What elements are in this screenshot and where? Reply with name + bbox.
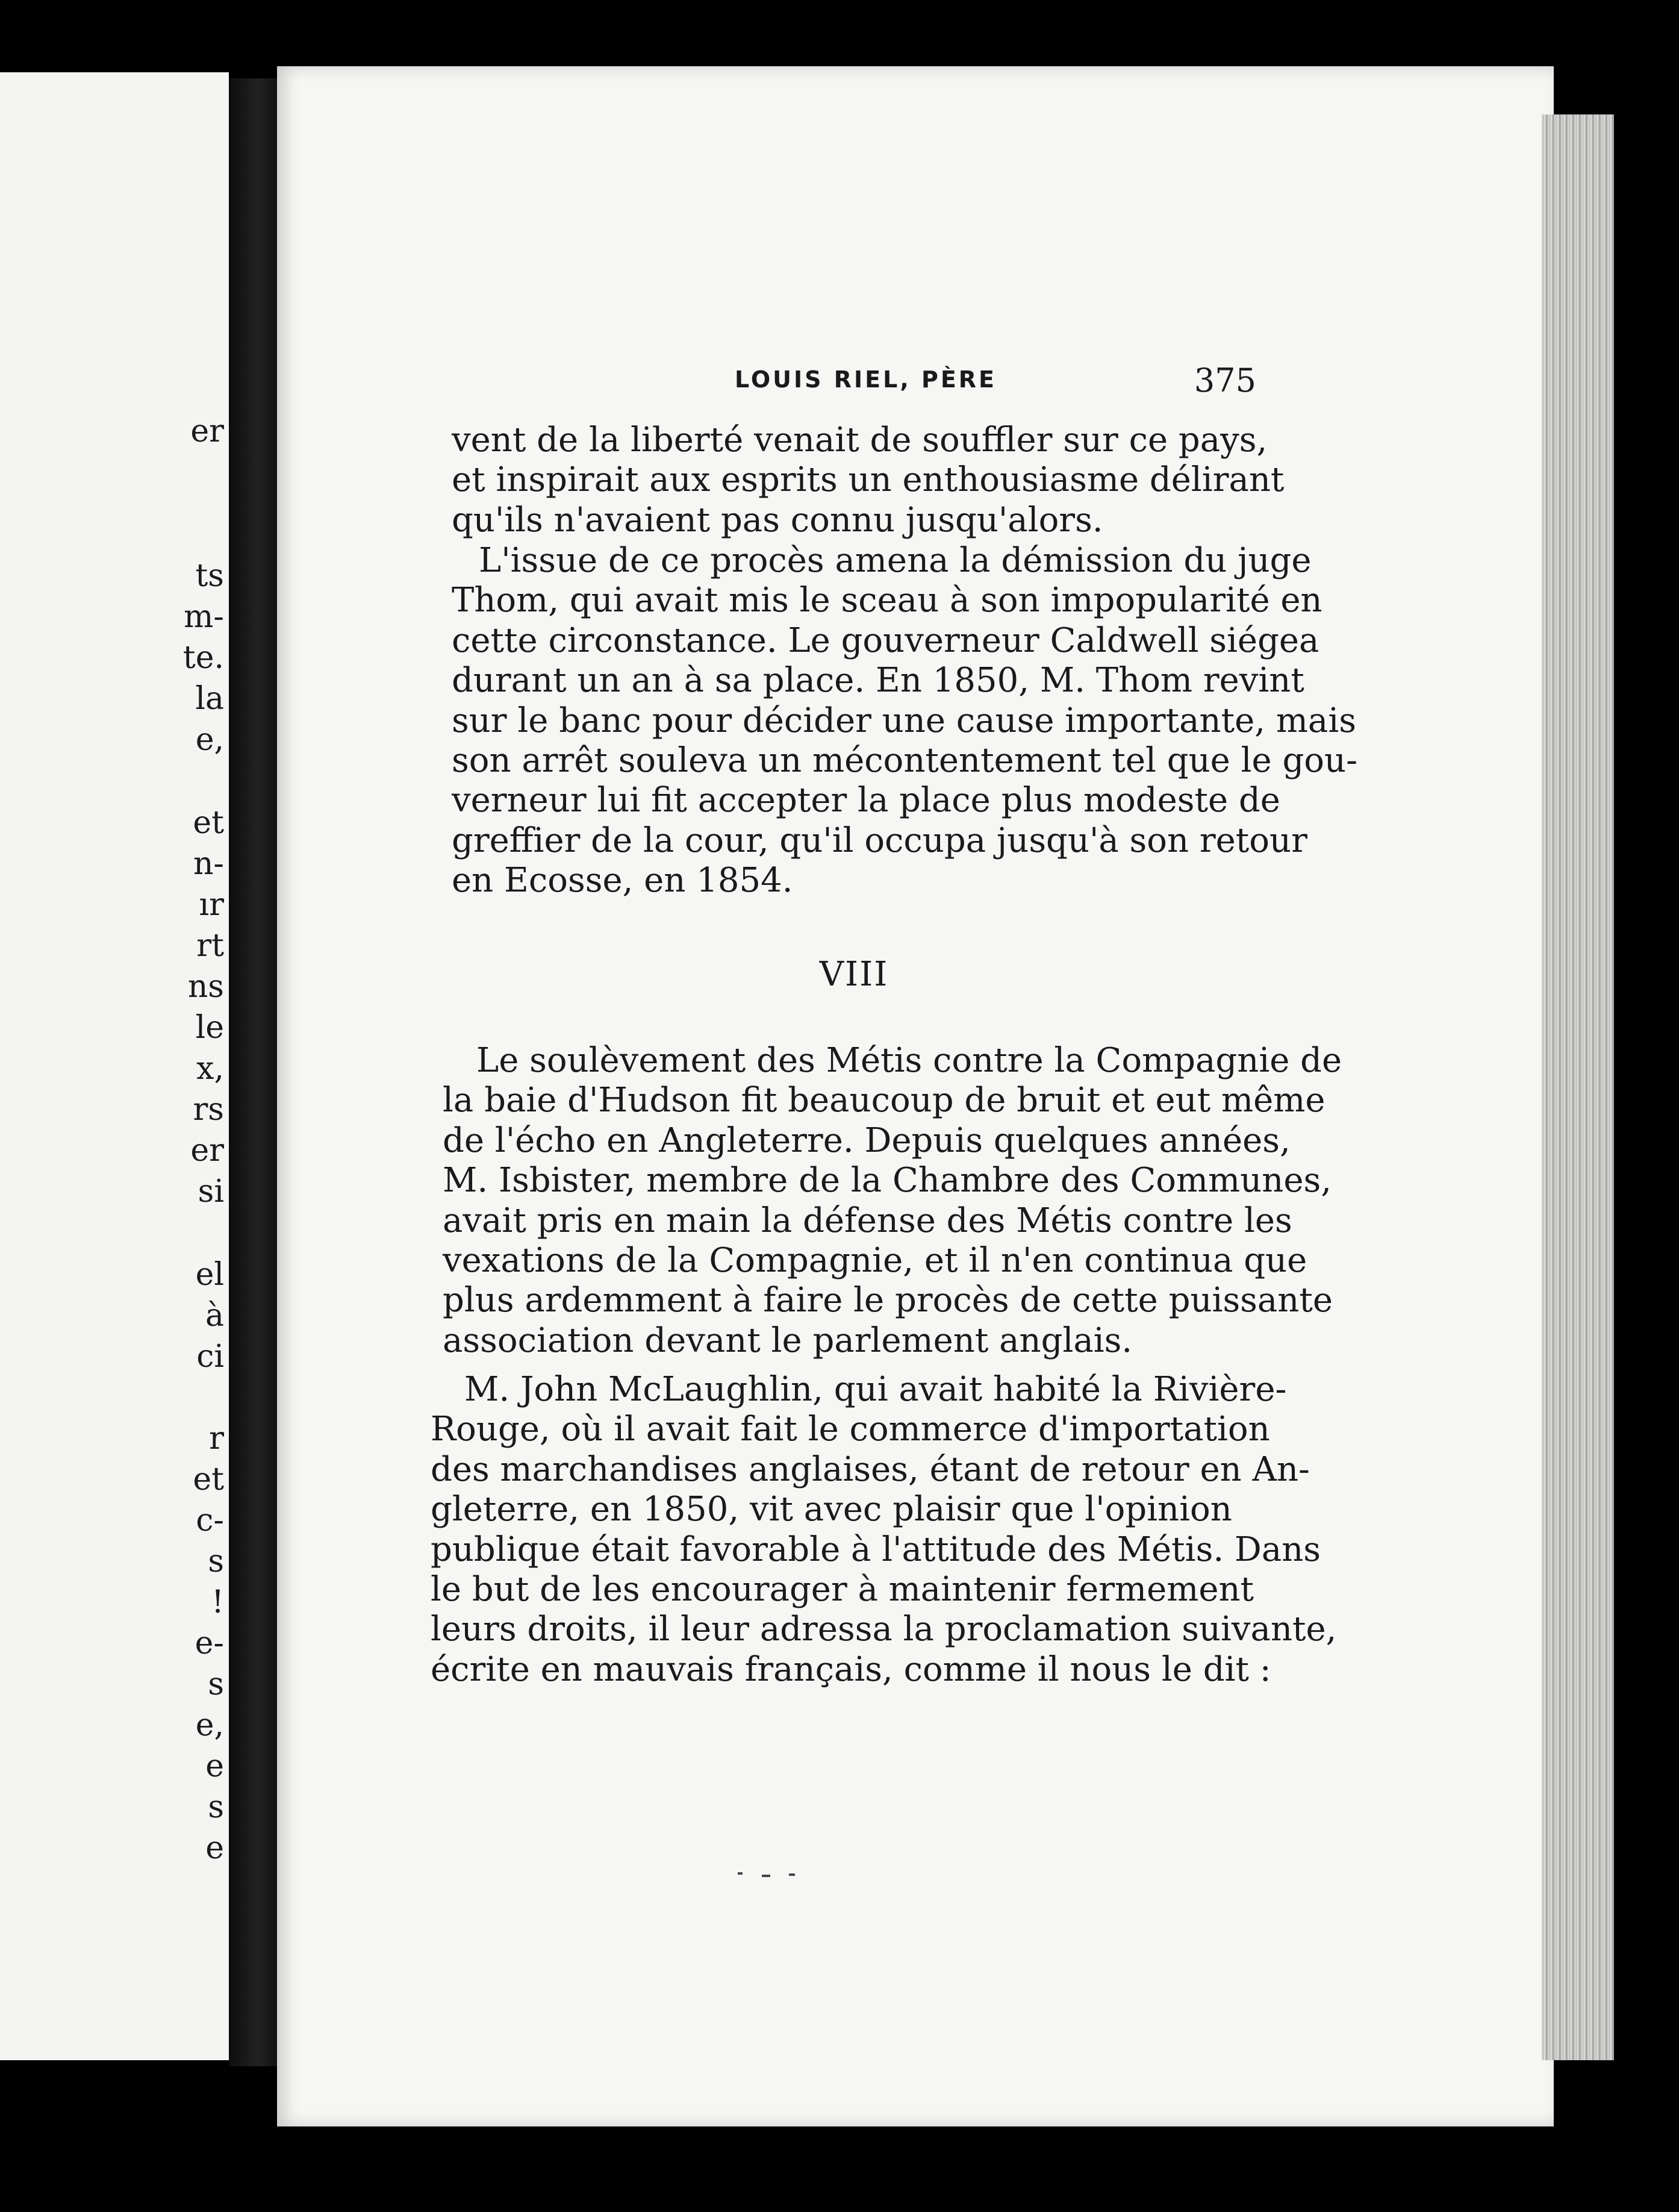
paragraph [443,1041,1342,1361]
left-fragment: ns [187,969,224,1005]
left-fragment: le [195,1010,224,1046]
text-line: vexations de la Compagnie, et il n'en continua que [443,1241,1307,1281]
left-fragment: ci [196,1339,224,1375]
text-line: avait pris en main la défense des Métis contre les [443,1201,1292,1240]
text-line: son arrêt souleva un mécontentement tel que le gou- [452,741,1357,781]
left-fragment: e- [195,1625,224,1661]
paragraph [431,1370,1337,1690]
text-line: Le soulèvement des Métis contre la Compagnie de [476,1041,1342,1080]
text-line: M. John McLaughlin, qui avait habité la Rivière- [464,1370,1287,1409]
left-fragment: et [193,1461,224,1498]
text-line: cette circonstance. Le gouverneur Caldwell siégea [452,620,1319,660]
left-fragment: la [195,681,224,717]
text-line: qu'ils n'avaient pas connu jusqu'alors. [452,500,1103,540]
left-fragment: s [208,1666,224,1702]
page-edge-stack [1542,114,1614,2060]
left-fragment: s [208,1543,224,1579]
left-fragment: ır [199,887,224,923]
paragraph [452,420,1285,540]
text-line: sur le banc pour décider une cause importante, mais [452,701,1356,740]
page-number: 375 [1194,361,1256,399]
left-fragment: rt [196,928,224,964]
left-fragment: ts [195,558,224,594]
text-line: M. Isbister, membre de la Chambre des Communes, [443,1161,1332,1201]
text-line: Thom, qui avait mis le sceau à son impopularité en [452,581,1322,620]
text-line: L'issue de ce procès amena la démission du juge [479,541,1312,580]
left-fragment: el [195,1257,224,1293]
section-title: VIII [819,955,889,994]
print-speck [789,1873,795,1876]
page-header [452,361,1256,410]
left-fragment: x, [196,1051,224,1087]
text-line: Rouge, où il avait fait le commerce d'importation [431,1410,1270,1449]
text-line: durant un an à sa place. En 1850, M. Thom revint [452,661,1304,701]
left-fragment: m- [184,599,224,635]
text-line: gleterre, en 1850, vit avec plaisir que l'opinion [431,1490,1232,1529]
left-fragment: si [198,1173,224,1210]
left-fragment: e [205,1830,224,1866]
left-fragment: rs [193,1092,224,1128]
left-fragment: r [209,1420,224,1457]
text-line: des marchandises anglaises, étant de retour en An- [431,1449,1310,1489]
running-head: LOUIS RIEL, PÈRE [735,366,997,393]
left-fragment: er [190,1133,224,1169]
paragraph [452,541,1357,901]
left-fragment: te. [182,640,224,676]
text-line: greffier de la cour, qu'il occupa jusqu'à son retour [452,820,1307,860]
left-fragment: n- [193,846,224,882]
text-line: et inspirait aux esprits un enthousiasme délirant [452,460,1285,500]
left-fragment: et [193,805,224,841]
left-fragment: e [205,1748,224,1784]
text-line: vent de la liberté venait de souffler sur ce pays, [452,420,1268,460]
left-facing-page [0,72,229,2060]
left-fragment: s [208,1789,224,1825]
text-line: association devant le parlement anglais. [443,1320,1133,1360]
left-fragment: c- [196,1502,224,1539]
text-line: de l'écho en Angleterre. Depuis quelques années, [443,1120,1291,1160]
text-line: plus ardemment à faire le procès de cette puissante [443,1281,1333,1320]
left-fragment: er [190,413,224,449]
text-line: verneur lui fit accepter la place plus modeste de [452,781,1280,820]
text-line: leurs droits, il leur adressa la proclamation suivante, [431,1610,1337,1649]
print-speck [738,1872,743,1875]
text-line: en Ecosse, en 1854. [452,861,793,901]
book-gutter [229,78,277,2066]
left-fragment: ! [211,1584,224,1620]
text-line: la baie d'Hudson fit beaucoup de bruit et eut même [443,1081,1325,1120]
left-fragment: à [205,1298,224,1334]
text-line: le but de les encourager à maintenir fermement [431,1570,1254,1610]
left-fragment: e, [195,722,224,758]
print-speck [762,1875,770,1877]
text-line: écrite en mauvais français, comme il nous le dit : [431,1649,1271,1689]
text-line: publique était favorable à l'attitude des Métis. Dans [431,1529,1321,1569]
left-fragment: e, [195,1707,224,1743]
